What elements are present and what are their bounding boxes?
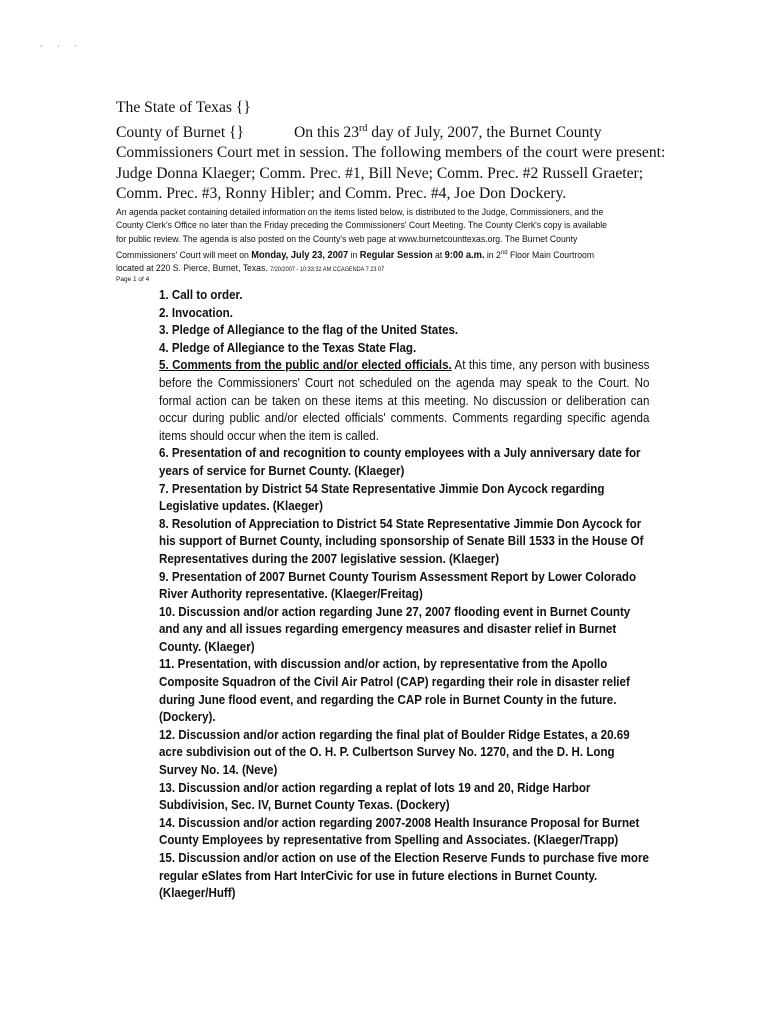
meeting-date: Monday, July 23, 2007 [251, 249, 349, 261]
notice-text-5: Floor Main Courtroom located at 220 S. Pierce, Burnet, Texas. [116, 249, 595, 274]
notice-text-2: in [348, 249, 360, 260]
members-line-2: Comm. Prec. #3, Ronny Hibler; and Comm. Prec. #4, Joe Don Dockery. [116, 185, 567, 203]
page-number: Page 1 of 4 [116, 276, 150, 283]
agenda-item: 12. Discussion and/or action regarding the final plat of Boulder Ridge Estates, a 20.69 acre subdivision out of the O. H. P. Culbertson Survey No. 1270, and the D. H. Long Survey No. 14. (Neve) [159, 726, 630, 778]
agenda-item: 6. Presentation of and recognition to county employees with a July anniversary date for years of service for Burnet County. (Klaeger) [159, 445, 641, 478]
floor-sup: nd [500, 248, 508, 256]
agenda-item: 2. Invocation. [159, 304, 233, 320]
agenda-item: 4. Pledge of Allegiance to the Texas State Flag. [159, 339, 417, 355]
agenda-item: 14. Discussion and/or action regarding 2007-2008 Health Insurance Proposal for Burnet County Employees by representative from Spelling and Associates. (Klaeger/Trapp) [159, 814, 640, 848]
scan-specks: · · · [40, 42, 83, 51]
print-stamp: 7/20/2007 - 10:33:32 AM CCAGENDA 7 23 07 [270, 267, 385, 274]
agenda-item: 13. Discussion and/or action regarding a replat of lots 19 and 20, Ridge Harbor Subdivision, Sec. IV, Burnet County Texas. (Dockery) [159, 779, 591, 813]
state-line: The State of Texas {} [116, 99, 251, 116]
session-date-pre: On this 23 [294, 123, 360, 141]
agenda-item: 15. Discussion and/or action on use of the Election Reserve Funds to purchase five more regular eSlates from Hart InterCivic for use in future elections in Burnet County. (Klaeger/Huff) [159, 850, 649, 901]
agenda-item: 3. Pledge of Allegiance to the flag of the United States. [159, 322, 459, 338]
agenda-item: 8. Resolution of Appreciation to District 54 State Representative Jimmie Don Aycock for his support of Burnet County, including sponsorship of Senate Bill 1533 in the House Of Representatives during the 2007 legislative session. (Klaeger) [159, 515, 644, 566]
public-comments-body: At this time, any person with business before the Commissioners' Court not scheduled on the agenda may speak to the Court. No formal action can be taken on these items at this meeting. No discussion or deliberation can occur during public and/or elected officials' comments. Comments regarding specific agenda items should occur when the item is called. [159, 357, 650, 443]
agenda-item: 11. Presentation, with discussion and/or action, by representative from the Apollo Composite Squadron of the Civil Air Patrol (CAP) regarding their role in disaster relief during June flood event, and regarding the CAP role in Burnet County in the future. (Dockery). [159, 656, 630, 725]
county-label: County of Burnet {} [116, 123, 245, 141]
agenda-list [159, 286, 649, 902]
agenda-item: 9. Presentation of 2007 Burnet County Tourism Assessment Report by Lower Colorado River Authority representative. (Klaeger/Freitag) [159, 568, 637, 602]
county-line [116, 119, 656, 144]
session-type: Regular Session [359, 249, 433, 261]
agenda-item: 1. Call to order. [159, 287, 243, 302]
notice-text-3: at [432, 249, 445, 260]
document-header [116, 98, 666, 205]
public-comments-heading: 5. Comments from the public and/or elected officials. [159, 357, 452, 373]
court-line: Commissioners Court met in session. The following members of the court were present: [116, 144, 666, 162]
meeting-time: 9:00 a.m. [444, 249, 485, 261]
agenda-notice [116, 206, 618, 278]
members-line-1: Judge Donna Klaeger; Comm. Prec. #1, Bill Neve; Comm. Prec. #2 Russell Graeter; [116, 164, 644, 182]
agenda-item-public-comments [159, 356, 649, 444]
notice-text-4: in 2 [484, 249, 501, 260]
session-date-post: day of July, 2007, the Burnet County [367, 123, 602, 141]
session-date-sup: rd [359, 122, 368, 134]
agenda-item: 7. Presentation by District 54 State Representative Jimmie Don Aycock regarding Legislative updates. (Klaeger) [159, 480, 605, 514]
notice-text-1: An agenda packet containing detailed information on the items listed below, is distributed to the Judge, Commissioners, and the County Clerk's Office no later than the Friday preceding the Commissioners' Court Meeting. The County Clerk's copy is available for public review. The agenda is also posted on the County's web page at www.burnetcounttexas.org. The Burnet County Commissioners' Court will meet on [116, 207, 607, 260]
agenda-item: 10. Discussion and/or action regarding June 27, 2007 flooding event in Burnet County and any and all issues regarding emergency measures and disaster relief in Burnet County. (Klaeger) [159, 603, 631, 654]
